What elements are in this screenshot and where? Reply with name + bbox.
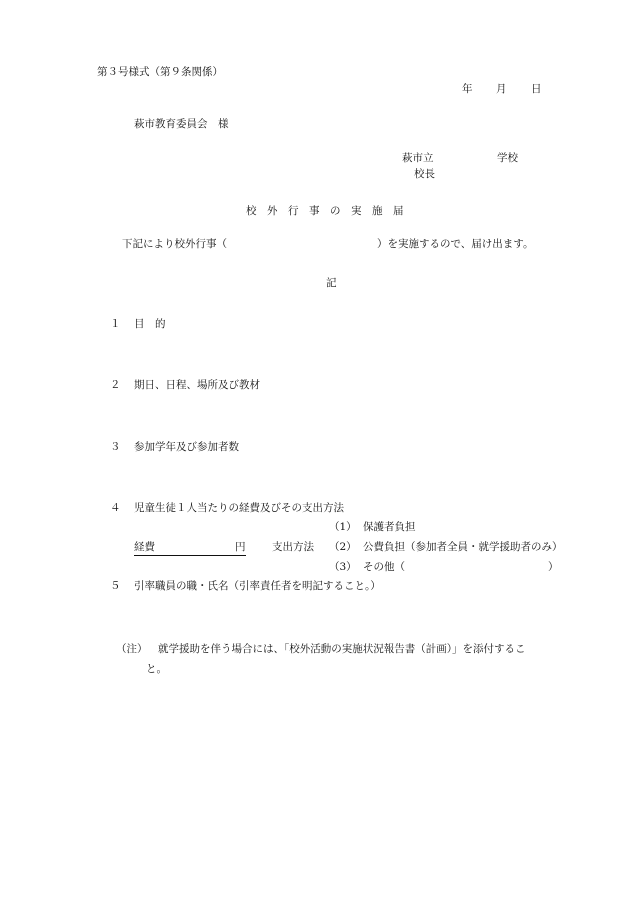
item-3-num: ３ [110,441,121,453]
item-3-label: 参加学年及び参加者数 [134,441,239,453]
option-3-close: ） [548,561,559,573]
date-year: 年 [462,83,473,95]
item-4-num: ４ [110,502,121,514]
document-title: 校 外 行 事 の 実 施 届 [246,205,404,217]
intro-suffix: ）を実施するので、届け出ます。 [377,238,534,250]
cost-label: 経費 [134,541,155,553]
principal: 校長 [414,168,435,180]
note-line-1: 就学援助を伴う場合には、「校外活動の実施状況報告書（計画）」を添付するこ [158,643,526,655]
school-suffix: 学校 [497,152,518,164]
option-3-num: （3） [329,561,357,573]
item-2-num: ２ [110,379,121,391]
item-5-num: ５ [110,580,121,592]
cost-amount-blank [134,555,246,556]
option-1-text: 保護者負担 [363,521,416,533]
item-2-label: 期日、日程、場所及び教材 [134,379,260,391]
intro-prefix: 下記により校外行事（ [122,238,227,250]
date-day: 日 [531,83,542,95]
cost-unit: 円 [235,541,246,553]
form-label: 第３号様式（第９条関係） [97,66,223,78]
ki-heading: 記 [326,277,337,289]
item-1-label: 目 的 [134,318,166,330]
item-4-label: 児童生徒１人当たりの経費及びその支出方法 [134,502,344,514]
note-line-2: と。 [146,663,167,675]
option-3-text: その他（ [363,561,405,573]
item-5-label: 引率職員の職・氏名（引率責任者を明記すること。） [134,580,381,592]
note-label: （注） [116,643,148,655]
option-1-num: （1） [329,521,357,533]
option-2-num: （2） [329,541,357,553]
addressee: 萩市教育委員会 様 [134,118,229,130]
option-2-text: 公費負担（参加者全員・就学援助者のみ） [363,541,563,553]
date-month: 月 [496,83,507,95]
item-1-num: １ [110,318,121,330]
method-label: 支出方法 [272,541,314,553]
school-prefix: 萩市立 [402,152,434,164]
